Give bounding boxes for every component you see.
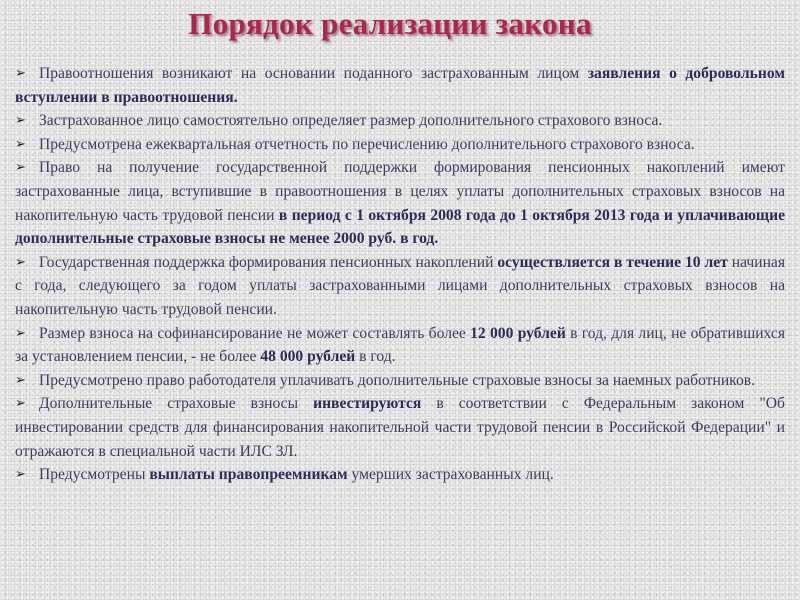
item-bold-text: в период с 1 октября 2008 года до 1 октября 2013 года и уплачивающие дополнительные страховые взносы не менее 2000 руб. в год.: [15, 206, 785, 248]
bullet-list: [15, 62, 785, 487]
list-item: [15, 251, 785, 322]
item-text: в год, для лиц, не обратившихся за установлением пенсии, - не более: [15, 324, 785, 366]
list-item: [15, 62, 785, 109]
arrow-bullet-icon: ➢: [15, 66, 26, 81]
arrow-bullet-icon: ➢: [15, 113, 26, 129]
item-bold-text: заявления о добровольном вступлении в правоотношения.: [15, 65, 785, 106]
item-text: Правоотношения возникают на основании поданного застрахованным лицом: [39, 65, 588, 82]
arrow-bullet-icon: ➢: [15, 396, 26, 412]
item-text: Предусмотрена ежеквартальная отчетность по перечислению дополнительного страхового взноса.: [39, 135, 695, 153]
item-text: Размер взноса на софинансирование не может составлять более: [39, 324, 471, 342]
slide-title: Порядок реализации закона: [188, 6, 592, 41]
item-bold-text: 12 000 рублей: [470, 324, 566, 342]
arrow-bullet-icon: ➢: [15, 136, 26, 152]
item-text: Государственная поддержка формирования пенсионных накоплений: [39, 253, 498, 271]
item-text: умерших застрахованных лиц.: [347, 466, 554, 484]
list-item: [15, 463, 785, 487]
item-text: Предусмотрены: [39, 466, 150, 484]
item-text: начиная с года, следующего за годом уплаты застрахованными лицами дополнительных страховых взносов на накопительную часть трудовой пенсии.: [15, 253, 786, 318]
item-bold-text: инвестируются: [313, 395, 422, 413]
arrow-bullet-icon: ➢: [15, 372, 26, 388]
item-bold-text: осуществляется в течение 10 лет: [497, 253, 728, 271]
item-text: в соответствии с Федеральным законом "Об инвестировании средств для финансирования накопительной части трудовой пенсии в Российской Федерации" и отражаются в специальной части ИЛС ЗЛ.: [15, 395, 785, 460]
arrow-bullet-icon: ➢: [15, 467, 26, 483]
list-item: [15, 133, 785, 157]
item-text: Застрахованное лицо самостоятельно определяет размер дополнительного страхового взноса.: [39, 112, 663, 130]
arrow-bullet-icon: ➢: [15, 325, 26, 341]
arrow-bullet-icon: ➢: [15, 254, 26, 270]
item-bold-text: 48 000 рублей: [260, 348, 356, 366]
list-item: [15, 369, 785, 393]
arrow-bullet-icon: ➢: [15, 160, 26, 176]
item-text: Дополнительные страховые взносы: [39, 395, 314, 413]
item-bold-text: выплаты правопреемникам: [149, 466, 348, 484]
list-item: [15, 156, 785, 250]
list-item: [15, 322, 785, 369]
list-item: [15, 109, 785, 133]
item-text: Право на получение государственной поддержки формирования пенсионных накоплений имеют застрахованные лица, вступившие в правоотношения в целях уплаты дополнительных страховых взносов на накопительную часть трудовой пенсии: [15, 159, 785, 224]
item-text: Предусмотрено право работодателя уплачивать дополнительные страховые взносы за наемных работников.: [39, 371, 756, 389]
list-item: [15, 392, 785, 463]
item-text: в год.: [355, 348, 396, 366]
